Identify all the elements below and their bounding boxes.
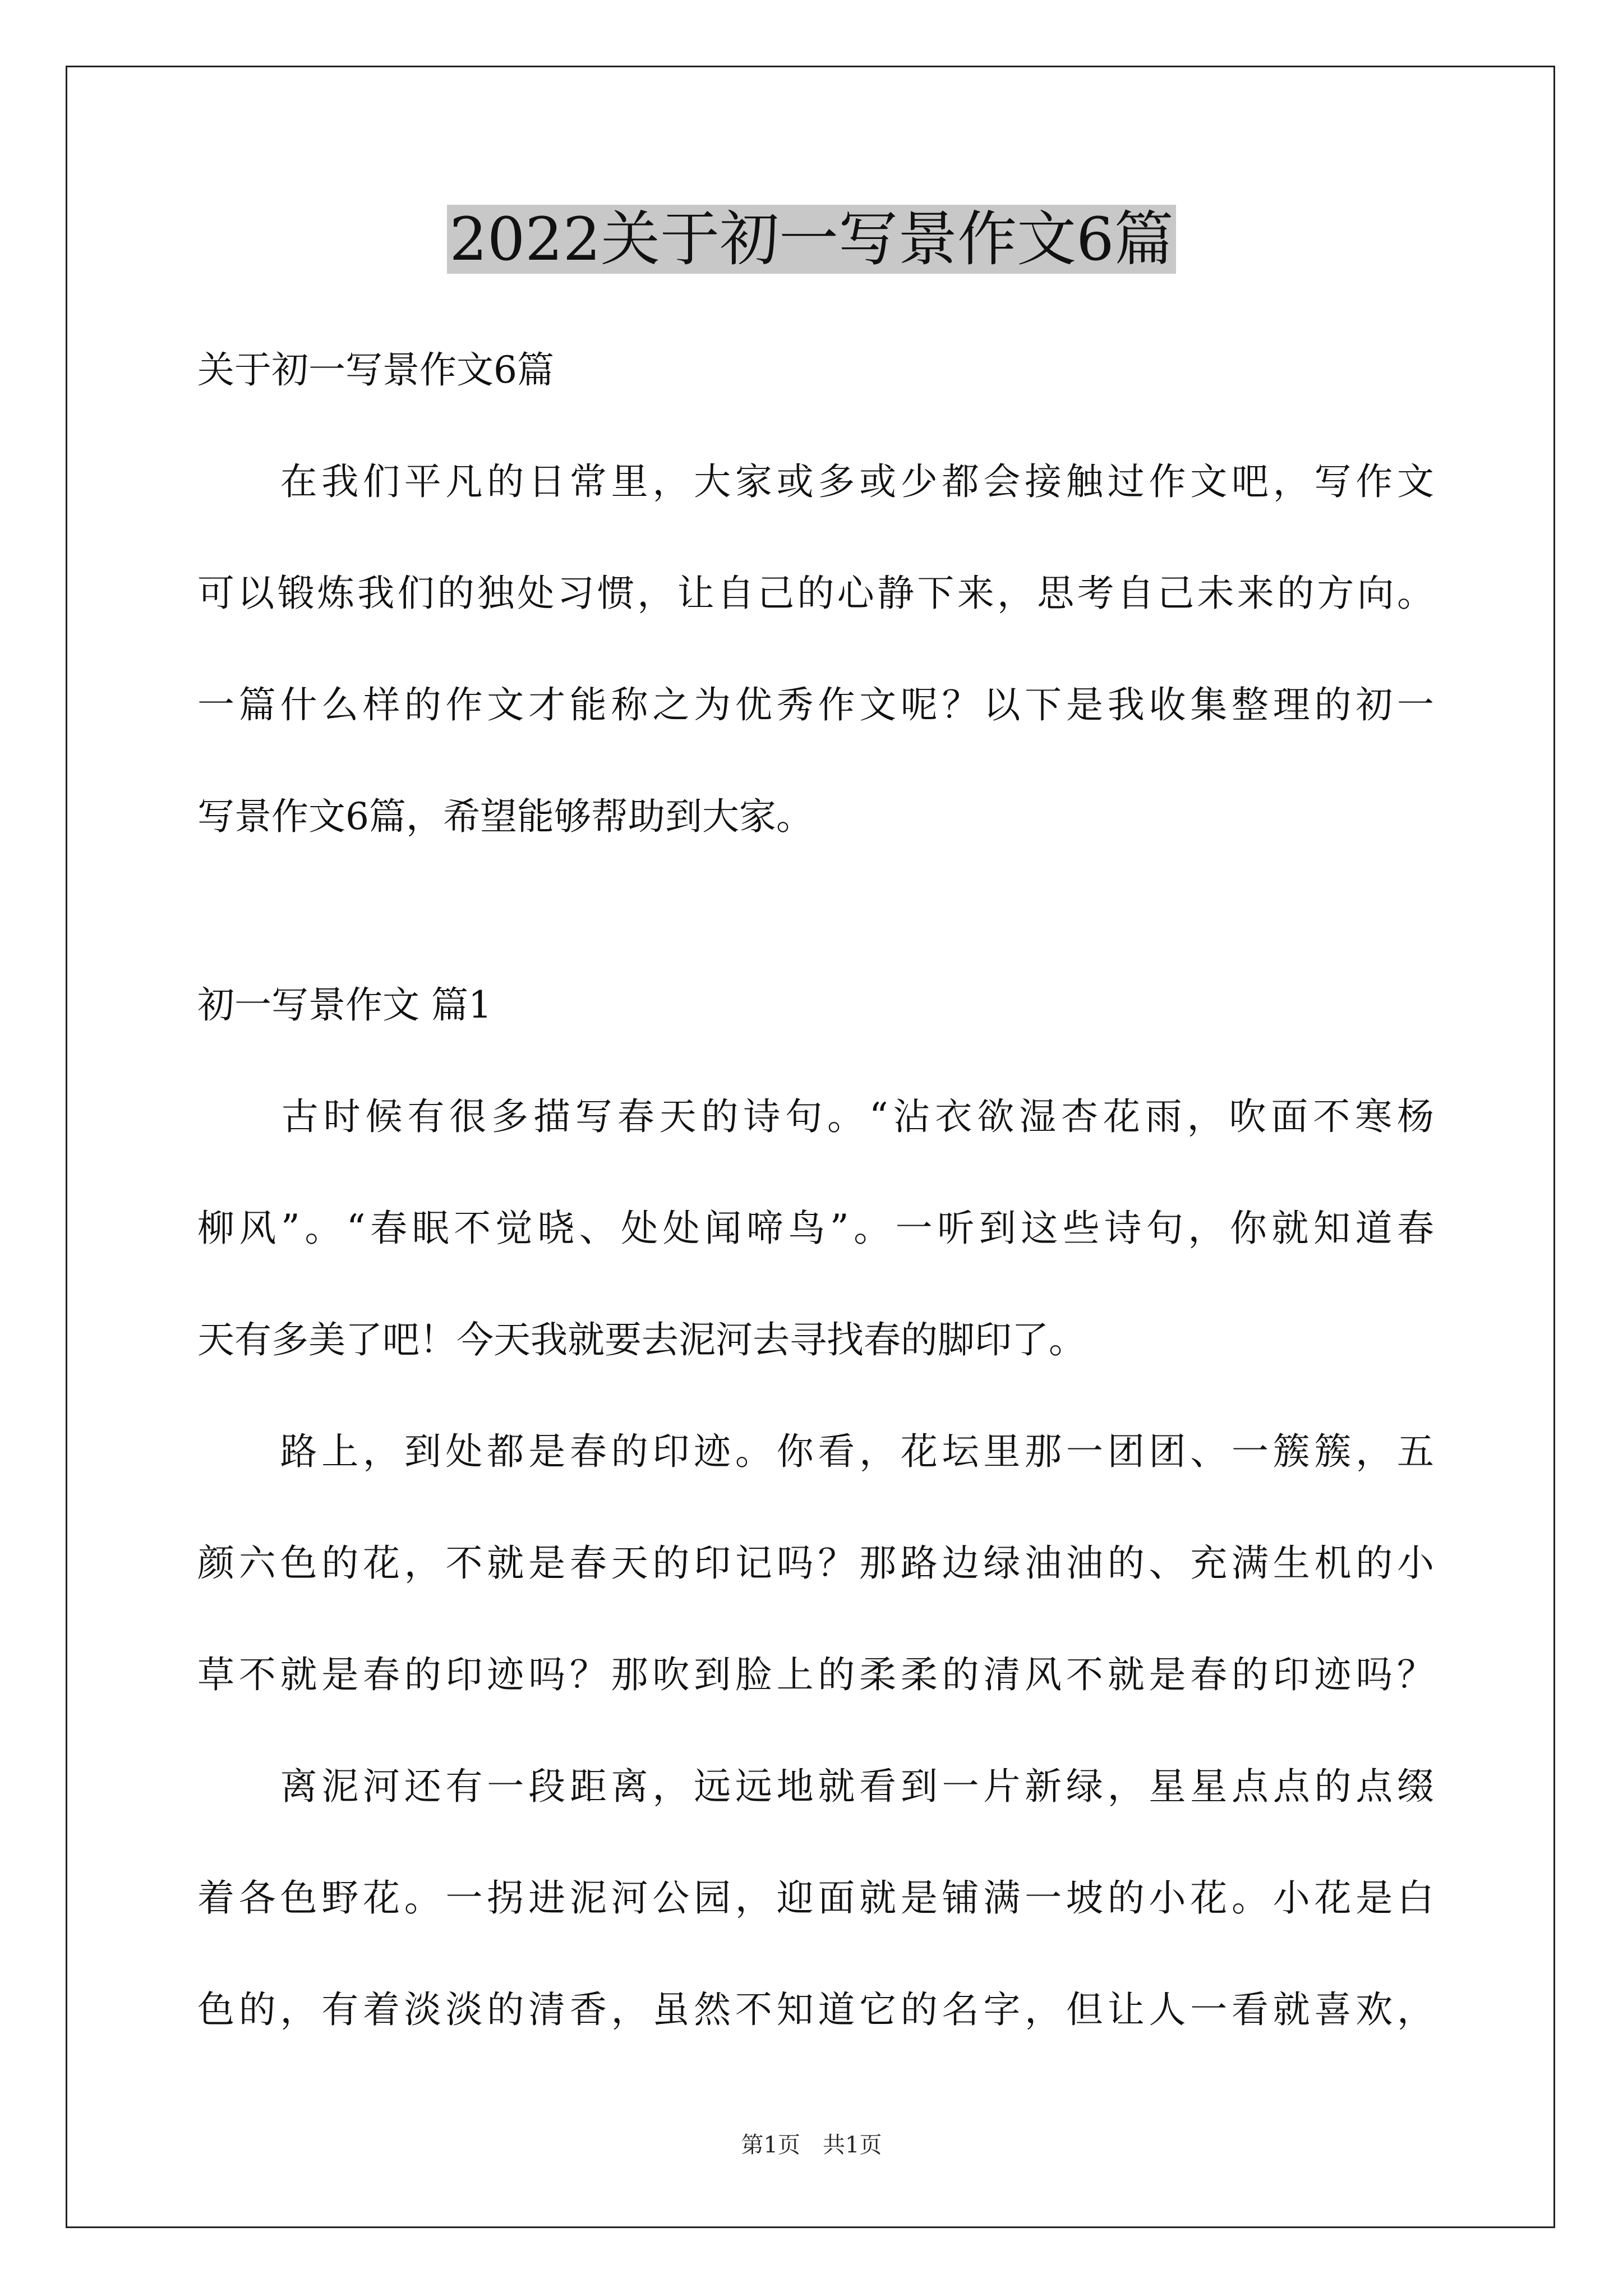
paragraph-3 bbox=[197, 1759, 1434, 2038]
page-number-footer: 第1页 共1页 bbox=[741, 2132, 882, 2158]
paragraph-line: 在我们平凡的日常里，大家或多或少都会接触过作文吧，写作文 bbox=[197, 460, 1434, 503]
paragraph-line: 着各色野花。一拐进泥河公园，迎面就是铺满一坡的小花。小花是白 bbox=[197, 1876, 1434, 1920]
paragraph-line: 写景作文6篇，希望能够帮助到大家。 bbox=[197, 795, 813, 838]
document-title bbox=[0, 200, 1623, 279]
paragraph-line: 一篇什么样的作文才能称之为优秀作文呢？以下是我收集整理的初一 bbox=[197, 683, 1434, 726]
paragraph-line: 离泥河还有一段距离，远远地就看到一片新绿，星星点点的点缀 bbox=[197, 1765, 1434, 1808]
paragraph-1 bbox=[197, 1089, 1434, 1368]
paragraph-line: 颜六色的花，不就是春天的印记吗？那路边绿油油的、充满生机的小 bbox=[197, 1542, 1434, 1585]
paragraph-line: 色的，有着淡淡的清香，虽然不知道它的名字，但让人一看就喜欢， bbox=[197, 1988, 1434, 2031]
paragraph-line: 古时候有很多描写春天的诗句。“沾衣欲湿杏花雨，吹面不寒杨 bbox=[197, 1095, 1434, 1138]
paragraph-2 bbox=[197, 1424, 1434, 1703]
paragraph-line: 草不就是春的印迹吗？那吹到脸上的柔柔的清风不就是春的印迹吗？ bbox=[197, 1653, 1434, 1696]
document-title-text: 2022关于初一写景作文6篇 bbox=[447, 205, 1175, 274]
intro-paragraph bbox=[197, 454, 1434, 845]
paragraph-line: 可以锻炼我们的独处习惯，让自己的心静下来，思考自己未来的方向。 bbox=[197, 572, 1434, 615]
paragraph-line: 路上，到处都是春的印迹。你看，花坛里那一团团、一簇簇，五 bbox=[197, 1430, 1434, 1473]
section-heading: 初一写景作文 篇1 bbox=[197, 983, 492, 1027]
paragraph-line: 天有多美了吧！今天我就要去泥河去寻找春的脚印了。 bbox=[197, 1318, 1086, 1361]
document-body bbox=[197, 342, 1434, 2038]
subtitle: 关于初一写景作文6篇 bbox=[197, 348, 554, 392]
paragraph-line: 柳风”。“春眠不觉晓、处处闻啼鸟”。一听到这些诗句，你就知道春 bbox=[197, 1207, 1434, 1250]
